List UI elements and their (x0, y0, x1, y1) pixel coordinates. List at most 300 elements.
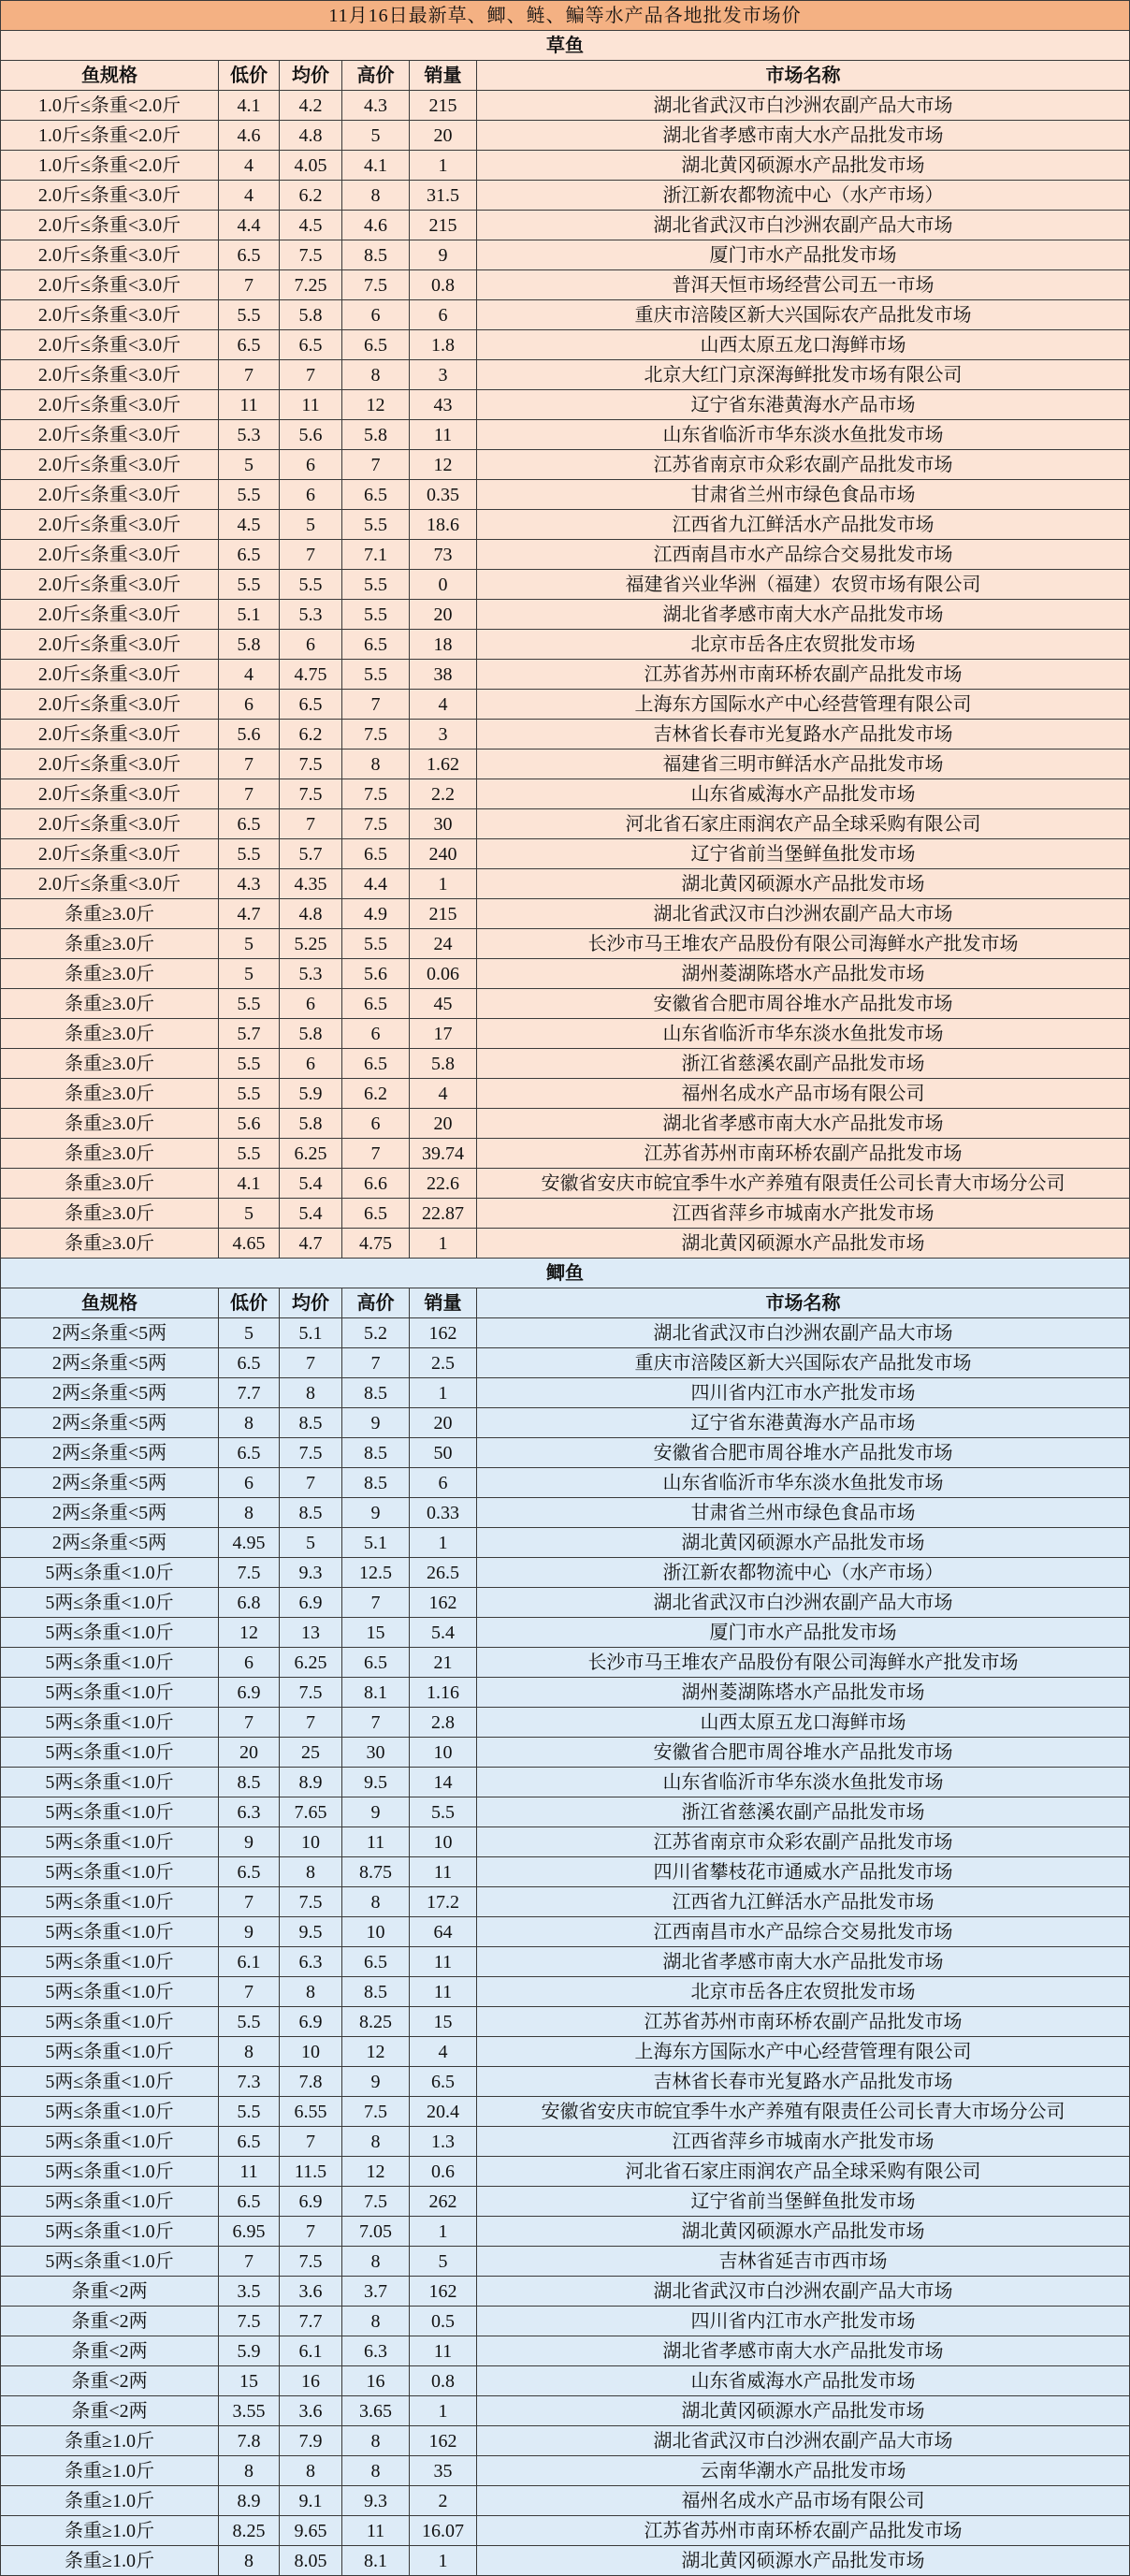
cell-volume: 4 (410, 1079, 477, 1109)
table-row (1, 2217, 1130, 2247)
cell-volume: 4 (410, 2037, 477, 2067)
cell-low-price: 7 (219, 270, 280, 300)
cell-volume: 11 (410, 1857, 477, 1887)
cell-market-name: 安徽省合肥市周谷堆水产品批发市场 (477, 1738, 1130, 1768)
cell-low-price: 6.9 (219, 1678, 280, 1708)
cell-low-price: 7.3 (219, 2067, 280, 2097)
cell-low-price: 12 (219, 1618, 280, 1648)
cell-avg-price: 6.5 (280, 690, 342, 720)
cell-high-price: 16 (342, 2366, 410, 2396)
table-row (1, 839, 1130, 869)
cell-low-price: 8 (219, 2456, 280, 2486)
cell-market-name: 安徽省合肥市周谷堆水产品批发市场 (477, 989, 1130, 1019)
cell-avg-price: 6.2 (280, 720, 342, 750)
column-header-spec: 鱼规格 (1, 61, 219, 91)
cell-market-name: 吉林省长春市光复路水产品批发市场 (477, 720, 1130, 750)
cell-market-name: 长沙市马王堆农产品股份有限公司海鲜水产批发市场 (477, 1648, 1130, 1678)
cell-market-name: 重庆市涪陵区新大兴国际农产品批发市场 (477, 1348, 1130, 1378)
cell-spec: 2.0斤≤条重<3.0斤 (1, 450, 219, 480)
cell-market-name: 山东省临沂市华东淡水鱼批发市场 (477, 1019, 1130, 1049)
cell-market-name: 湖北省武汉市白沙洲农副产品大市场 (477, 2426, 1130, 2456)
cell-avg-price: 7 (280, 1468, 342, 1498)
cell-spec: 5两≤条重<1.0斤 (1, 1738, 219, 1768)
cell-avg-price: 7.5 (280, 1438, 342, 1468)
cell-avg-price: 7 (280, 360, 342, 390)
cell-volume: 20 (410, 1109, 477, 1139)
table-row (1, 1318, 1130, 1348)
cell-avg-price: 11 (280, 390, 342, 420)
table-row (1, 2396, 1130, 2426)
column-header-low-price: 低价 (219, 61, 280, 91)
cell-spec: 5两≤条重<1.0斤 (1, 1857, 219, 1887)
table-row (1, 750, 1130, 779)
column-header-market-name: 市场名称 (477, 61, 1130, 91)
cell-spec: 5两≤条重<1.0斤 (1, 1648, 219, 1678)
cell-high-price: 5.2 (342, 1318, 410, 1348)
cell-spec: 1.0斤≤条重<2.0斤 (1, 91, 219, 121)
cell-low-price: 5.5 (219, 2007, 280, 2037)
title-row (1, 1, 1130, 31)
cell-high-price: 5.6 (342, 959, 410, 989)
cell-spec: 2.0斤≤条重<3.0斤 (1, 181, 219, 211)
table-row (1, 1139, 1130, 1169)
cell-low-price: 6 (219, 1468, 280, 1498)
table-row (1, 1678, 1130, 1708)
cell-market-name: 甘肃省兰州市绿色食品市场 (477, 1498, 1130, 1528)
cell-low-price: 6 (219, 1648, 280, 1678)
cell-low-price: 4.4 (219, 211, 280, 240)
cell-market-name: 山西太原五龙口海鲜市场 (477, 330, 1130, 360)
cell-avg-price: 7 (280, 809, 342, 839)
cell-market-name: 北京大红门京深海鲜批发市场有限公司 (477, 360, 1130, 390)
cell-low-price: 7.5 (219, 2307, 280, 2336)
cell-low-price: 7.5 (219, 1558, 280, 1588)
table-row (1, 1408, 1130, 1438)
cell-high-price: 6.5 (342, 1049, 410, 1079)
cell-avg-price: 5.6 (280, 420, 342, 450)
cell-spec: 2两≤条重<5两 (1, 1318, 219, 1348)
cell-avg-price: 3.6 (280, 2396, 342, 2426)
cell-high-price: 5.5 (342, 570, 410, 600)
cell-avg-price: 9.65 (280, 2516, 342, 2546)
cell-volume: 1.8 (410, 330, 477, 360)
cell-spec: 2.0斤≤条重<3.0斤 (1, 330, 219, 360)
table-row (1, 390, 1130, 420)
cell-avg-price: 9.5 (280, 1917, 342, 1947)
cell-market-name: 江苏省苏州市南环桥农副产品批发市场 (477, 660, 1130, 690)
cell-high-price: 7.05 (342, 2217, 410, 2247)
cell-high-price: 8 (342, 2307, 410, 2336)
cell-spec: 条重≥1.0斤 (1, 2486, 219, 2516)
cell-volume: 38 (410, 660, 477, 690)
cell-spec: 5两≤条重<1.0斤 (1, 2187, 219, 2217)
cell-low-price: 9 (219, 1917, 280, 1947)
cell-avg-price: 6.55 (280, 2097, 342, 2127)
cell-high-price: 4.9 (342, 899, 410, 929)
cell-volume: 17 (410, 1019, 477, 1049)
cell-spec: 条重≥3.0斤 (1, 1019, 219, 1049)
table-row (1, 510, 1130, 540)
cell-market-name: 上海东方国际水产中心经营管理有限公司 (477, 2037, 1130, 2067)
table-row (1, 2307, 1130, 2336)
cell-volume: 0.8 (410, 2366, 477, 2396)
table-row (1, 2037, 1130, 2067)
cell-spec: 条重≥3.0斤 (1, 1109, 219, 1139)
cell-market-name: 江苏省苏州市南环桥农副产品批发市场 (477, 2007, 1130, 2037)
cell-avg-price: 4.8 (280, 899, 342, 929)
cell-spec: 5两≤条重<1.0斤 (1, 1708, 219, 1738)
cell-spec: 2.0斤≤条重<3.0斤 (1, 869, 219, 899)
cell-high-price: 9 (342, 1498, 410, 1528)
table-row (1, 1019, 1130, 1049)
page-title: 11月16日最新草、鲫、鲢、鳊等水产品各地批发市场价 (1, 1, 1130, 31)
column-header-avg-price: 均价 (280, 61, 342, 91)
cell-market-name: 四川省内江市水产批发市场 (477, 2307, 1130, 2336)
cell-high-price: 9 (342, 1408, 410, 1438)
cell-spec: 2.0斤≤条重<3.0斤 (1, 779, 219, 809)
cell-volume: 1.16 (410, 1678, 477, 1708)
cell-spec: 条重≥3.0斤 (1, 1049, 219, 1079)
cell-market-name: 湖北黄冈硕源水产品批发市场 (477, 1528, 1130, 1558)
cell-high-price: 11 (342, 2516, 410, 2546)
cell-volume: 1 (410, 2546, 477, 2576)
cell-volume: 35 (410, 2456, 477, 2486)
cell-volume: 5 (410, 2247, 477, 2277)
cell-avg-price: 10 (280, 1827, 342, 1857)
cell-high-price: 4.75 (342, 1229, 410, 1259)
cell-high-price: 6.5 (342, 1199, 410, 1229)
cell-avg-price: 4.75 (280, 660, 342, 690)
column-header-avg-price: 均价 (280, 1288, 342, 1318)
cell-low-price: 6.5 (219, 2127, 280, 2157)
cell-low-price: 8.5 (219, 1768, 280, 1797)
cell-low-price: 3.55 (219, 2396, 280, 2426)
cell-spec: 5两≤条重<1.0斤 (1, 1558, 219, 1588)
cell-market-name: 北京市岳各庄农贸批发市场 (477, 1977, 1130, 2007)
cell-avg-price: 7 (280, 2127, 342, 2157)
cell-low-price: 4.1 (219, 1169, 280, 1199)
cell-volume: 2.2 (410, 779, 477, 809)
cell-volume: 45 (410, 989, 477, 1019)
cell-low-price: 8 (219, 2546, 280, 2576)
cell-avg-price: 5.5 (280, 570, 342, 600)
cell-spec: 2两≤条重<5两 (1, 1348, 219, 1378)
cell-low-price: 6 (219, 690, 280, 720)
table-row (1, 1378, 1130, 1408)
cell-volume: 5.4 (410, 1618, 477, 1648)
table-row (1, 1887, 1130, 1917)
cell-high-price: 6.3 (342, 2336, 410, 2366)
cell-volume: 1 (410, 1528, 477, 1558)
table-row (1, 2187, 1130, 2217)
table-row (1, 1857, 1130, 1887)
cell-avg-price: 6.9 (280, 2007, 342, 2037)
cell-spec: 2.0斤≤条重<3.0斤 (1, 570, 219, 600)
cell-low-price: 8 (219, 1408, 280, 1438)
cell-spec: 2.0斤≤条重<3.0斤 (1, 390, 219, 420)
table-row (1, 330, 1130, 360)
cell-avg-price: 5.25 (280, 929, 342, 959)
cell-avg-price: 6 (280, 989, 342, 1019)
cell-low-price: 6.95 (219, 2217, 280, 2247)
cell-spec: 5两≤条重<1.0斤 (1, 2007, 219, 2037)
cell-avg-price: 7 (280, 1708, 342, 1738)
cell-market-name: 湖北省孝感市南大水产品批发市场 (477, 1109, 1130, 1139)
table-row (1, 1049, 1130, 1079)
column-header-spec: 鱼规格 (1, 1288, 219, 1318)
cell-low-price: 4.5 (219, 510, 280, 540)
table-row (1, 1109, 1130, 1139)
cell-high-price: 7 (342, 450, 410, 480)
cell-avg-price: 9.1 (280, 2486, 342, 2516)
cell-market-name: 四川省内江市水产批发市场 (477, 1378, 1130, 1408)
table-row (1, 151, 1130, 181)
column-header-row (1, 61, 1130, 91)
cell-high-price: 7 (342, 690, 410, 720)
cell-market-name: 安徽省安庆市皖宜季牛水产养殖有限责任公司长青大市场分公司 (477, 2097, 1130, 2127)
section-title: 鲫鱼 (1, 1259, 1130, 1288)
cell-high-price: 8 (342, 2127, 410, 2157)
cell-low-price: 5.5 (219, 570, 280, 600)
cell-volume: 162 (410, 2277, 477, 2307)
cell-low-price: 6.5 (219, 1857, 280, 1887)
cell-high-price: 7 (342, 1139, 410, 1169)
cell-market-name: 湖北省武汉市白沙洲农副产品大市场 (477, 2277, 1130, 2307)
cell-spec: 2.0斤≤条重<3.0斤 (1, 240, 219, 270)
cell-avg-price: 5 (280, 510, 342, 540)
cell-low-price: 7 (219, 1977, 280, 2007)
cell-spec: 2两≤条重<5两 (1, 1438, 219, 1468)
cell-spec: 条重<2两 (1, 2336, 219, 2366)
cell-low-price: 4.95 (219, 1528, 280, 1558)
cell-volume: 50 (410, 1438, 477, 1468)
cell-spec: 条重≥3.0斤 (1, 929, 219, 959)
cell-spec: 5两≤条重<1.0斤 (1, 1887, 219, 1917)
cell-low-price: 8 (219, 2037, 280, 2067)
cell-low-price: 5 (219, 1318, 280, 1348)
cell-high-price: 8.1 (342, 1678, 410, 1708)
cell-spec: 5两≤条重<1.0斤 (1, 1827, 219, 1857)
cell-avg-price: 7.5 (280, 750, 342, 779)
cell-volume: 22.6 (410, 1169, 477, 1199)
cell-volume: 1 (410, 1378, 477, 1408)
table-row (1, 600, 1130, 630)
cell-avg-price: 8 (280, 2456, 342, 2486)
cell-high-price: 4.4 (342, 869, 410, 899)
cell-high-price: 7.5 (342, 809, 410, 839)
cell-spec: 2.0斤≤条重<3.0斤 (1, 420, 219, 450)
cell-volume: 31.5 (410, 181, 477, 211)
cell-volume: 0.8 (410, 270, 477, 300)
table-row (1, 121, 1130, 151)
cell-market-name: 浙江新农都物流中心（水产市场） (477, 1558, 1130, 1588)
cell-high-price: 5.8 (342, 420, 410, 450)
cell-avg-price: 4.05 (280, 151, 342, 181)
cell-volume: 20.4 (410, 2097, 477, 2127)
table-row (1, 181, 1130, 211)
cell-low-price: 7 (219, 360, 280, 390)
cell-market-name: 江苏省苏州市南环桥农副产品批发市场 (477, 1139, 1130, 1169)
table-row (1, 1618, 1130, 1648)
cell-market-name: 山东省威海水产品批发市场 (477, 2366, 1130, 2396)
cell-spec: 5两≤条重<1.0斤 (1, 2037, 219, 2067)
cell-volume: 30 (410, 809, 477, 839)
cell-avg-price: 9.3 (280, 1558, 342, 1588)
cell-spec: 1.0斤≤条重<2.0斤 (1, 121, 219, 151)
cell-low-price: 20 (219, 1738, 280, 1768)
cell-low-price: 4.6 (219, 121, 280, 151)
cell-spec: 条重<2两 (1, 2277, 219, 2307)
cell-low-price: 5.5 (219, 2097, 280, 2127)
cell-low-price: 4 (219, 151, 280, 181)
cell-avg-price: 8 (280, 1378, 342, 1408)
cell-volume: 10 (410, 1827, 477, 1857)
cell-market-name: 江苏省南京市众彩农副产品批发市场 (477, 450, 1130, 480)
cell-market-name: 湖北省孝感市南大水产品批发市场 (477, 121, 1130, 151)
cell-spec: 条重≥3.0斤 (1, 1199, 219, 1229)
cell-spec: 条重≥1.0斤 (1, 2456, 219, 2486)
table-row (1, 2426, 1130, 2456)
cell-avg-price: 8 (280, 1857, 342, 1887)
cell-market-name: 湖北省孝感市南大水产品批发市场 (477, 600, 1130, 630)
cell-volume: 1.62 (410, 750, 477, 779)
table-row (1, 1199, 1130, 1229)
cell-market-name: 辽宁省东港黄海水产品市场 (477, 390, 1130, 420)
cell-spec: 2两≤条重<5两 (1, 1468, 219, 1498)
cell-high-price: 6.5 (342, 480, 410, 510)
cell-volume: 1 (410, 151, 477, 181)
cell-high-price: 11 (342, 1827, 410, 1857)
cell-high-price: 8.5 (342, 240, 410, 270)
cell-volume: 4 (410, 690, 477, 720)
cell-avg-price: 25 (280, 1738, 342, 1768)
cell-spec: 2.0斤≤条重<3.0斤 (1, 600, 219, 630)
cell-volume: 0 (410, 570, 477, 600)
table-row (1, 2456, 1130, 2486)
table-row (1, 929, 1130, 959)
table-row (1, 1588, 1130, 1618)
section-header-row (1, 1259, 1130, 1288)
cell-high-price: 4.1 (342, 151, 410, 181)
cell-avg-price: 8.5 (280, 1498, 342, 1528)
cell-volume: 17.2 (410, 1887, 477, 1917)
table-row (1, 1558, 1130, 1588)
cell-volume: 15 (410, 2007, 477, 2037)
cell-low-price: 8.25 (219, 2516, 280, 2546)
cell-spec: 2.0斤≤条重<3.0斤 (1, 480, 219, 510)
cell-spec: 2.0斤≤条重<3.0斤 (1, 720, 219, 750)
cell-spec: 5两≤条重<1.0斤 (1, 2157, 219, 2187)
table-row (1, 2097, 1130, 2127)
cell-volume: 240 (410, 839, 477, 869)
cell-spec: 2.0斤≤条重<3.0斤 (1, 630, 219, 660)
table-row (1, 480, 1130, 510)
cell-spec: 条重≥1.0斤 (1, 2516, 219, 2546)
cell-market-name: 浙江省慈溪农副产品批发市场 (477, 1797, 1130, 1827)
table-row (1, 1917, 1130, 1947)
column-header-high-price: 高价 (342, 61, 410, 91)
cell-avg-price: 7.5 (280, 1678, 342, 1708)
cell-volume: 64 (410, 1917, 477, 1947)
table-row (1, 450, 1130, 480)
cell-high-price: 8 (342, 2426, 410, 2456)
cell-spec: 5两≤条重<1.0斤 (1, 1618, 219, 1648)
cell-high-price: 5.5 (342, 929, 410, 959)
table-row (1, 270, 1130, 300)
cell-low-price: 5.5 (219, 480, 280, 510)
cell-high-price: 8.5 (342, 1977, 410, 2007)
cell-high-price: 10 (342, 1917, 410, 1947)
cell-avg-price: 4.5 (280, 211, 342, 240)
cell-market-name: 江西南昌市水产品综合交易批发市场 (477, 540, 1130, 570)
cell-high-price: 7.5 (342, 270, 410, 300)
cell-volume: 2.5 (410, 1348, 477, 1378)
table-row (1, 91, 1130, 121)
table-row (1, 1738, 1130, 1768)
cell-market-name: 湖北黄冈硕源水产品批发市场 (477, 1229, 1130, 1259)
column-header-volume: 销量 (410, 1288, 477, 1318)
table-row (1, 2486, 1130, 2516)
cell-volume: 262 (410, 2187, 477, 2217)
cell-low-price: 3.5 (219, 2277, 280, 2307)
cell-market-name: 湖北省孝感市南大水产品批发市场 (477, 2336, 1130, 2366)
cell-volume: 18 (410, 630, 477, 660)
table-row (1, 630, 1130, 660)
cell-avg-price: 10 (280, 2037, 342, 2067)
cell-market-name: 湖北省武汉市白沙洲农副产品大市场 (477, 899, 1130, 929)
cell-avg-price: 6.9 (280, 2187, 342, 2217)
cell-volume: 21 (410, 1648, 477, 1678)
cell-high-price: 6.2 (342, 1079, 410, 1109)
cell-volume: 0.35 (410, 480, 477, 510)
cell-low-price: 6.5 (219, 540, 280, 570)
cell-avg-price: 6.5 (280, 330, 342, 360)
cell-market-name: 吉林省长春市光复路水产品批发市场 (477, 2067, 1130, 2097)
cell-high-price: 6.5 (342, 630, 410, 660)
cell-avg-price: 6.1 (280, 2336, 342, 2366)
cell-market-name: 上海东方国际水产中心经营管理有限公司 (477, 690, 1130, 720)
cell-volume: 18.6 (410, 510, 477, 540)
cell-low-price: 7.8 (219, 2426, 280, 2456)
cell-market-name: 浙江新农都物流中心（水产市场） (477, 181, 1130, 211)
cell-volume: 20 (410, 1408, 477, 1438)
cell-high-price: 6 (342, 300, 410, 330)
cell-avg-price: 5.8 (280, 1019, 342, 1049)
table-row (1, 300, 1130, 330)
cell-market-name: 山东省临沂市华东淡水鱼批发市场 (477, 1768, 1130, 1797)
cell-volume: 20 (410, 600, 477, 630)
cell-volume: 11 (410, 1947, 477, 1977)
cell-spec: 2.0斤≤条重<3.0斤 (1, 809, 219, 839)
cell-volume: 1 (410, 2396, 477, 2426)
cell-spec: 5两≤条重<1.0斤 (1, 1678, 219, 1708)
table-row (1, 869, 1130, 899)
cell-avg-price: 13 (280, 1618, 342, 1648)
cell-avg-price: 7.65 (280, 1797, 342, 1827)
cell-spec: 2.0斤≤条重<3.0斤 (1, 510, 219, 540)
cell-avg-price: 3.6 (280, 2277, 342, 2307)
cell-volume: 10 (410, 1738, 477, 1768)
column-header-volume: 销量 (410, 61, 477, 91)
cell-spec: 2.0斤≤条重<3.0斤 (1, 660, 219, 690)
table-row (1, 2336, 1130, 2366)
cell-high-price: 30 (342, 1738, 410, 1768)
cell-low-price: 5.5 (219, 989, 280, 1019)
cell-market-name: 辽宁省前当堡鲜鱼批发市场 (477, 2187, 1130, 2217)
cell-low-price: 5 (219, 450, 280, 480)
cell-high-price: 12.5 (342, 1558, 410, 1588)
table-row (1, 240, 1130, 270)
